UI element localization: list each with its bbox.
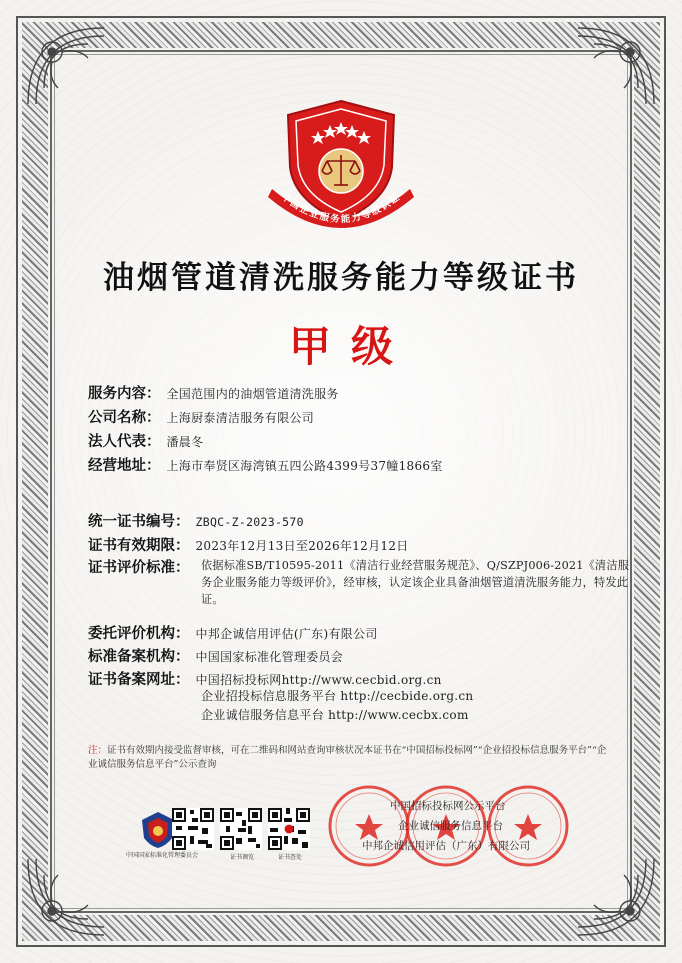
field-sites	[88, 668, 442, 689]
field-value: 中邦企诚信用评估(广东)有限公司	[195, 627, 378, 641]
issuer-line: 中国招标投标网公示平台	[390, 800, 506, 812]
field-address	[88, 454, 443, 475]
field-label: 证书备案网址：	[88, 672, 190, 688]
field-label: 服务内容：	[88, 386, 161, 402]
emblem-arc-text: 中国企业服务能力等级认证	[279, 191, 403, 226]
field-standard	[88, 556, 190, 577]
certificate-title: 油烟管道清洗服务能力等级证书	[103, 260, 579, 296]
grade-label: 甲级	[288, 322, 413, 371]
field-value: 中国国家标准化管理委员会	[195, 650, 344, 664]
site-link[interactable]: 企业招投标信息服务平台 http://cecbide.org.cn	[201, 689, 474, 703]
issuer-line: 企业诚信服务信息平台	[398, 820, 503, 832]
issuer-line: 中邦企诚信用评估（广东）有限公司	[362, 840, 530, 852]
field-representative	[88, 430, 203, 451]
field-label: 经营地址：	[88, 458, 161, 474]
field-agency	[88, 622, 378, 643]
field-company	[88, 406, 314, 427]
field-label: 统一证书编号：	[88, 514, 190, 530]
qr-code-icon[interactable]	[172, 808, 214, 850]
field-value: 上海厨泰清洁服务有限公司	[166, 411, 315, 425]
field-cert-number	[88, 510, 304, 531]
field-value: ZBQC-Z-2023-570	[195, 515, 304, 529]
qr-label: 证书调览	[230, 854, 255, 861]
field-label: 标准备案机构：	[88, 649, 190, 665]
field-value: 全国范围内的油烟管道清洗服务	[166, 387, 339, 401]
corner-ornament-icon	[568, 849, 664, 945]
corner-ornament-icon	[18, 849, 114, 945]
field-label: 证书评价标准：	[88, 560, 190, 576]
corner-ornament-icon	[568, 18, 664, 114]
field-value: 潘晨冬	[166, 435, 204, 449]
field-value: 2023年12月13日至2026年12月12日	[195, 539, 409, 553]
site-link[interactable]: 中国招标投标网http://www.cecbid.org.cn	[195, 673, 442, 687]
field-label: 证书有效期限：	[88, 538, 190, 554]
qr-code-icon[interactable]	[268, 808, 310, 850]
field-filing	[88, 645, 343, 666]
field-validity	[88, 534, 409, 555]
shield-emblem-icon	[258, 97, 424, 237]
field-label: 公司名称：	[88, 410, 161, 426]
footnote	[88, 744, 608, 772]
field-label: 法人代表：	[88, 434, 161, 450]
field-label: 委托评价机构：	[88, 626, 190, 642]
standard-text: 依据标准SB/T10595-2011《清洁行业经营服务规范》、Q/SZPJ006-2021《清洁服务企业服务能力等级评价》，经审核，认定该企业具备油烟管道清洗服务能力，特发此证。	[201, 559, 630, 606]
logo-caption: 中国国家标准化管理委员会	[126, 852, 199, 859]
field-service	[88, 382, 339, 403]
footnote-mark: 注：	[88, 745, 108, 756]
corner-ornament-icon	[18, 18, 114, 114]
site-link[interactable]: 企业诚信服务信息平台 http://www.cecbx.com	[201, 708, 469, 722]
footnote-text: 证书有效期内接受监督审核，可在二维码和网站查询审核状况本证书在“中国招标投标网”“企业招投标信息服务平台”“企业诚信服务信息平台”公示查询	[88, 745, 607, 770]
qr-code-icon[interactable]	[220, 808, 262, 850]
field-value: 上海市奉贤区海湾镇五四公路4399号37幢1866室	[166, 459, 443, 473]
qr-label: 证书查处	[278, 854, 303, 861]
